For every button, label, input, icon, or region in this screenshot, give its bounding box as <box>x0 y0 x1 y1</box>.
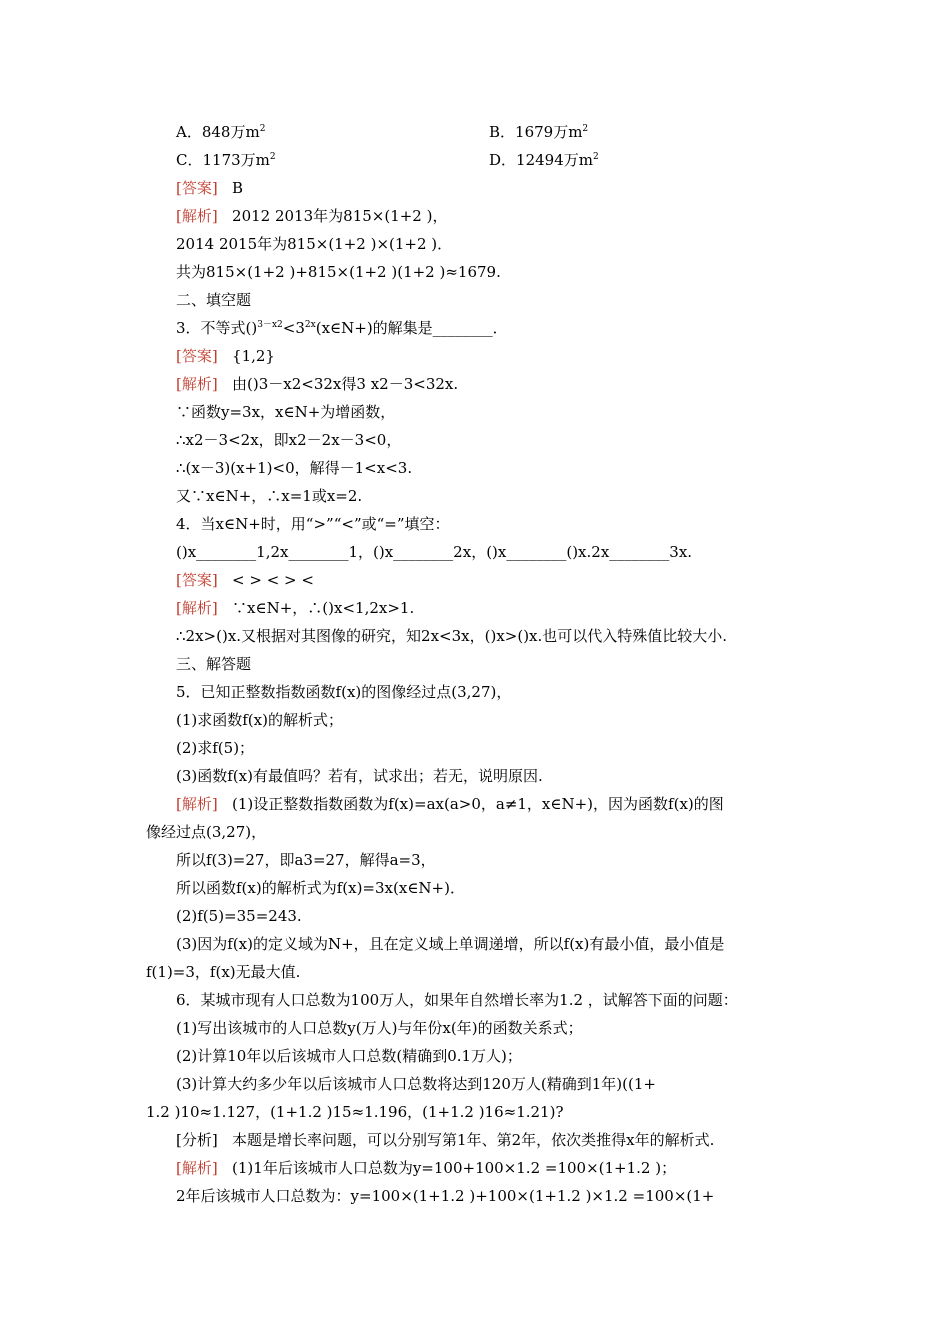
option-d: D．12494万$m^2$ <box>489 151 599 169</box>
q2-analysis-1: [解析] 2012 2013年为815×(1+2 )， <box>176 207 448 225</box>
q5-analysis-3: 所以函数f(x)的解析式为f(x)=3x(x∈N+)． <box>176 879 465 897</box>
section-fill-blank: 二、填空题 <box>176 291 252 309</box>
q5-analysis-5b: f(1)=3，f(x)无最大值. <box>146 963 301 981</box>
q4-answer: [答案] < > < > < <box>176 571 314 589</box>
q6-analysis-2: 2年后该城市人口总数为：y=100×(1+1.2 )+100×(1+1.2 )×1.2 =100×(1+ <box>176 1187 715 1205</box>
q5-analysis-1: [解析] (1)设正整数指数函数为f(x)=ax(a>0，a≠1，x∈N+)，因为函数f(x)的图 <box>176 795 724 813</box>
q5-part-1: (1)求函数f(x)的解析式； <box>176 711 343 729</box>
q6-part-2: (2)计算10年以后该城市人口总数(精确到0.1万人)； <box>176 1047 522 1065</box>
q6-fenxi: [分析] 本题是增长率问题，可以分别写第1年、第2年，依次类推得x年的解析式. <box>176 1131 715 1149</box>
q3-analysis-5: 又∵x∈N+，∴x=1或x=2. <box>176 487 363 505</box>
q6-analysis-1: [解析] (1)1年后该城市人口总数为y=100+100×1.2 =100×(1+1.2 )； <box>176 1159 677 1177</box>
q4-analysis-1: [解析] ∵x∈N+，∴()x<1,2x>1. <box>176 599 415 617</box>
q3-question: 3．不等式$()^{3-x2}<3^{2x}(x\in N+)$的解集是________． <box>176 319 508 337</box>
q2-answer: [答案] B <box>176 179 244 197</box>
q3-analysis-2: ∵函数y=3x，x∈N+为增函数， <box>176 403 396 421</box>
q2-analysis-2: 2014 2015年为815×(1+2 )×(1+2 )． <box>176 235 453 253</box>
q3-answer: [答案] {1,2} <box>176 347 275 365</box>
option-a: A．848万$m^2$ <box>176 123 266 141</box>
option-c: C．1173万$m^2$ <box>176 151 276 169</box>
q5-analysis-4: (2)f(5)=35=243. <box>176 907 302 925</box>
option-b: B．1679万$m^2$ <box>489 123 589 141</box>
q5-part-3: (3)函数f(x)有最值吗？若有，试求出；若无，说明原因. <box>176 767 543 785</box>
q5-analysis-5: (3)因为f(x)的定义域为N+，且在定义域上单调递增，所以f(x)有最小值，最小值是 <box>176 935 725 953</box>
q4-blanks: ()x________1,2x________1，()x________2x，()x________()x.2x________3x. <box>176 543 693 561</box>
q3-analysis-1: [解析] 由()3－x2<32x得3 x2－3<32x. <box>176 375 459 393</box>
q5-analysis-1b: 像经过点(3,27)， <box>146 823 267 841</box>
q6-question: 6．某城市现有人口总数为100万人，如果年自然增长率为1.2 ，试解答下面的问题： <box>176 991 738 1009</box>
q6-part-3: (3)计算大约多少年以后该城市人口总数将达到120万人(精确到1年)((1+ <box>176 1075 656 1093</box>
q2-analysis-3: 共为815×(1+2 )+815×(1+2 )(1+2 )≈1679. <box>176 263 501 281</box>
q5-question: 5．已知正整数指数函数f(x)的图像经过点(3,27)， <box>176 683 512 701</box>
q4-question: 4．当x∈N+时，用“>”“<”或“=”填空： <box>176 515 450 533</box>
q5-part-2: (2)求f(5)； <box>176 739 255 757</box>
q6-part-3b: 1.2 )10≈1.127，(1+1.2 )15≈1.196，(1+1.2 )16≈1.21)? <box>146 1103 564 1121</box>
q5-analysis-2: 所以f(3)=27，即a3=27，解得a=3， <box>176 851 436 869</box>
q4-analysis-2: ∴2x>()x.又根据对其图像的研究，知2x<3x，()x>()x.也可以代入特殊值比较大小. <box>176 627 728 645</box>
q6-part-1: (1)写出该城市的人口总数y(万人)与年份x(年)的函数关系式； <box>176 1019 583 1037</box>
section-answer-questions: 三、解答题 <box>176 655 252 673</box>
q3-analysis-4: ∴(x－3)(x+1)<0，解得－1<x<3. <box>176 459 413 477</box>
q3-analysis-3: ∴x2－3<2x，即x2－2x－3<0， <box>176 431 402 449</box>
